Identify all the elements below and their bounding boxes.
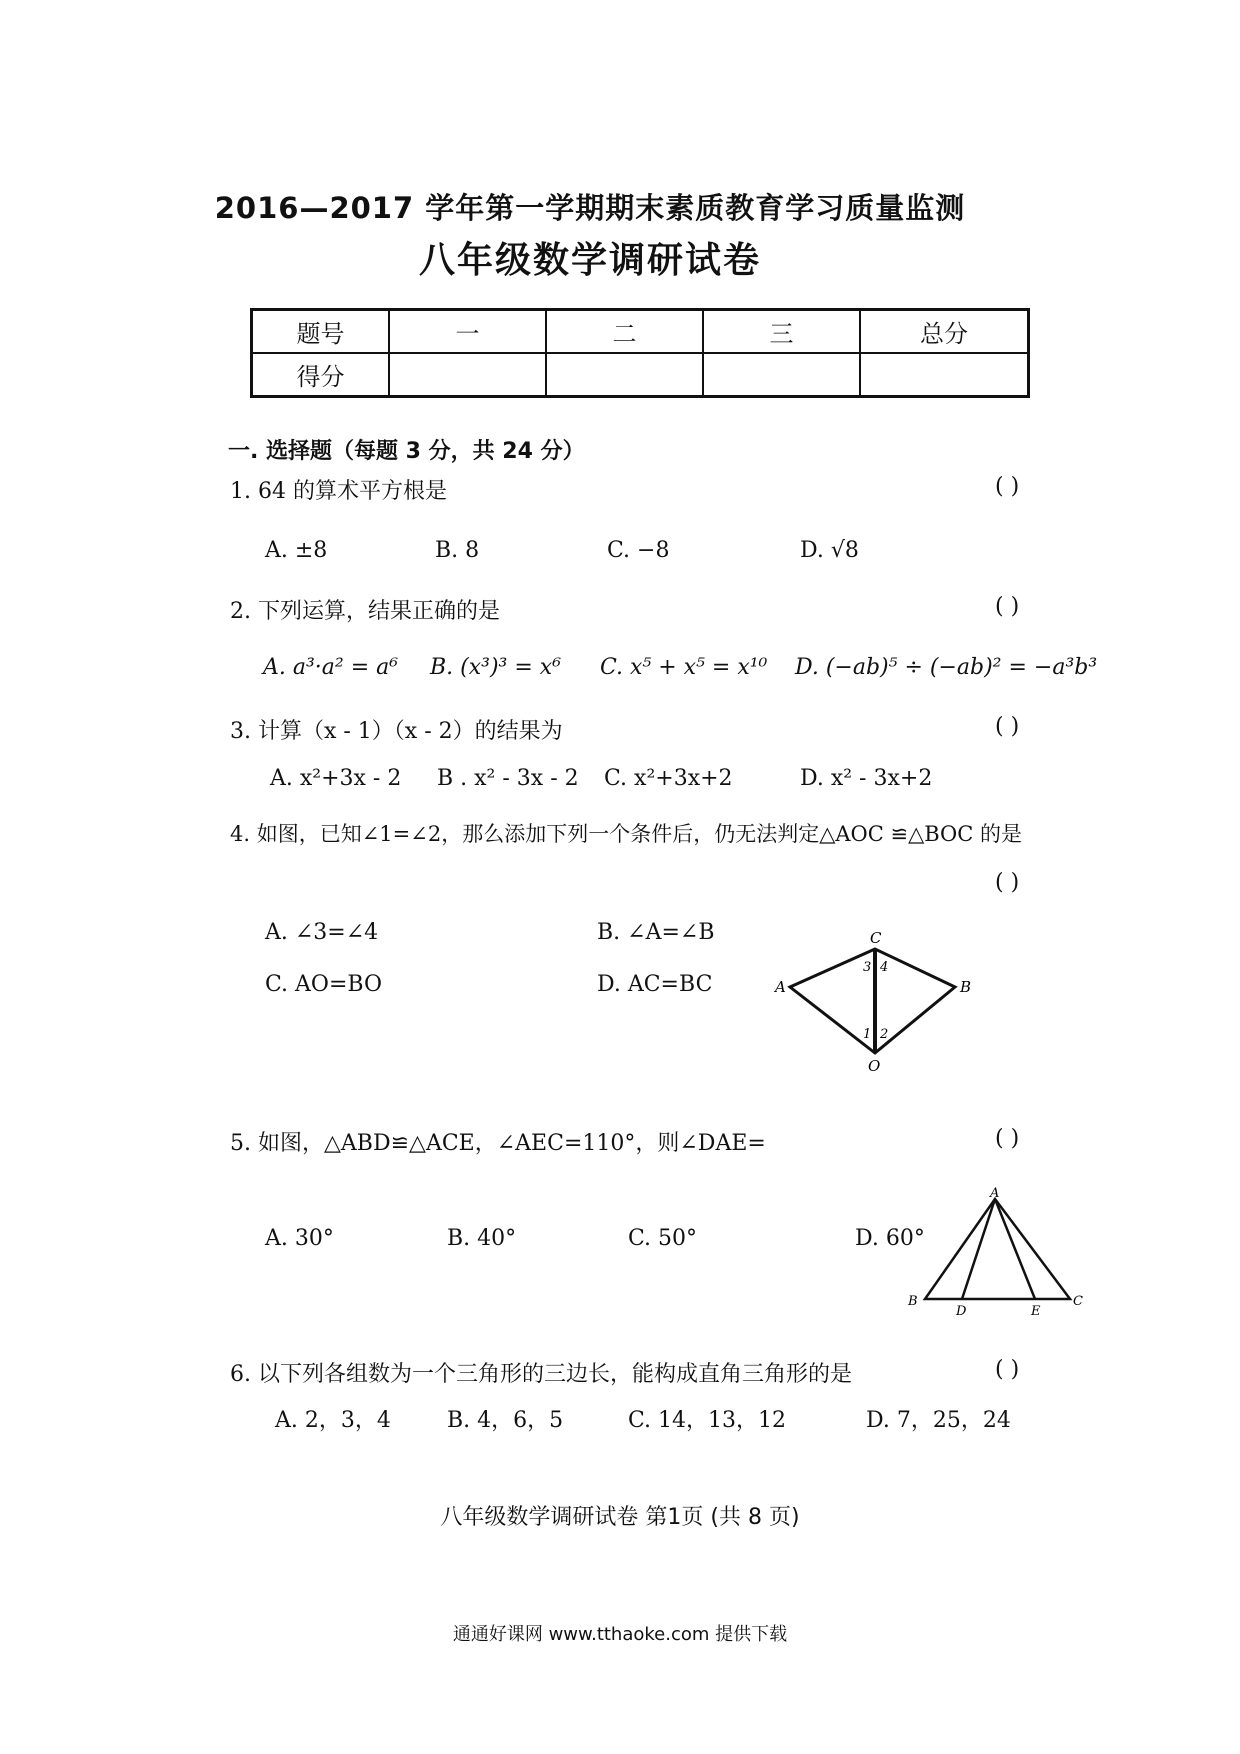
option: C. 50° [628, 1226, 698, 1251]
exam-title-line2: 八年级数学调研试卷 [418, 240, 761, 281]
section-heading: 一. 选择题（每题 3 分，共 24 分） [228, 439, 585, 464]
option: B. ∠A=∠B [597, 920, 715, 945]
option: A. 30° [265, 1226, 334, 1251]
score-cell: 二 [546, 310, 703, 354]
label-o: O [868, 1057, 881, 1075]
score-table-header-row [252, 310, 1029, 354]
angle-1-label: 1 [863, 1027, 872, 1042]
label-a: A [990, 1186, 1000, 1201]
score-cell[interactable] [860, 353, 1029, 397]
option: C. x⁵ + x⁵ = x¹⁰ [600, 655, 768, 680]
question-1-stem: 1. 64 的算术平方根是 [230, 479, 447, 504]
score-cell: 题号 [252, 310, 390, 354]
question-5-stem: 5. 如图，△ABD≌△ACE，∠AEC=110°，则∠DAE= [230, 1131, 766, 1156]
segment-ad [962, 1199, 995, 1299]
option: D. x² - 3x+2 [800, 766, 933, 791]
answer-blank[interactable]: ( ) [995, 594, 1020, 619]
question-4-stem: 4. 如图，已知∠1=∠2，那么添加下列一个条件后，仍无法判定△AOC ≌△BOC 的是 [230, 822, 1023, 846]
kite-outline [790, 949, 955, 1053]
label-c: C [870, 929, 882, 947]
option: A. ∠3=∠4 [265, 920, 379, 945]
option: B . x² - 3x - 2 [437, 766, 579, 791]
angle-3-label: 3 [863, 960, 872, 975]
option: A. a³·a² = a⁶ [263, 655, 399, 680]
option: A. x²+3x - 2 [270, 766, 402, 791]
answer-blank[interactable]: ( ) [995, 714, 1020, 739]
answer-blank[interactable]: ( ) [995, 474, 1020, 499]
figure-q4-kite [770, 925, 980, 1075]
angle-2-label: 2 [880, 1027, 889, 1042]
source-watermark: 通通好课网 www.tthaoke.com 提供下载 [452, 1624, 788, 1645]
score-cell[interactable] [389, 353, 546, 397]
score-table [250, 308, 1030, 398]
score-cell: 总分 [860, 310, 1029, 354]
label-e: E [1031, 1304, 1041, 1319]
label-c: C [1073, 1294, 1083, 1309]
option: D. √8 [800, 538, 859, 563]
option: C. x²+3x+2 [604, 766, 733, 791]
question-6-stem: 6. 以下列各组数为一个三角形的三边长，能构成直角三角形的是 [230, 1362, 852, 1387]
option: C. 14，13，12 [628, 1408, 787, 1433]
triangle-abc [925, 1199, 1070, 1299]
option: B. (x³)³ = x⁶ [430, 655, 562, 680]
question-3-stem: 3. 计算（x - 1）（x - 2）的结果为 [230, 719, 563, 744]
label-b: B [960, 978, 972, 996]
angle-4-label: 4 [880, 960, 889, 975]
option: D. (−ab)⁵ ÷ (−ab)² = −a³b³ [795, 655, 1098, 680]
option: B. 4，6，5 [447, 1408, 564, 1433]
score-table-score-row [252, 353, 1029, 397]
score-cell: 得分 [252, 353, 390, 397]
option: A. ±8 [265, 538, 328, 563]
option: B. 8 [435, 538, 480, 563]
answer-blank[interactable]: ( ) [995, 1357, 1020, 1382]
option: D. 7，25，24 [866, 1408, 1011, 1433]
option: A. 2，3，4 [275, 1408, 391, 1433]
score-cell: 一 [389, 310, 546, 354]
segment-ae [995, 1199, 1035, 1299]
exam-title-line1: 2016—2017 学年第一学期期末素质教育学习质量监测 [214, 191, 966, 225]
option: C. −8 [607, 538, 670, 563]
label-d: D [956, 1304, 967, 1319]
answer-blank[interactable]: ( ) [995, 870, 1020, 895]
label-b: B [908, 1294, 918, 1309]
answer-blank[interactable]: ( ) [995, 1126, 1020, 1151]
option: D. AC=BC [597, 972, 713, 997]
question-2-stem: 2. 下列运算，结果正确的是 [230, 599, 500, 624]
figure-q5-triangle [900, 1185, 1090, 1320]
score-cell[interactable] [546, 353, 703, 397]
option: D. 60° [855, 1226, 925, 1251]
page-footer: 八年级数学调研试卷 第1页 (共 8 页) [440, 1505, 800, 1530]
option: B. 40° [447, 1226, 517, 1251]
label-a: A [775, 978, 786, 996]
option: C. AO=BO [265, 972, 383, 997]
score-cell: 三 [703, 310, 860, 354]
score-cell[interactable] [703, 353, 860, 397]
